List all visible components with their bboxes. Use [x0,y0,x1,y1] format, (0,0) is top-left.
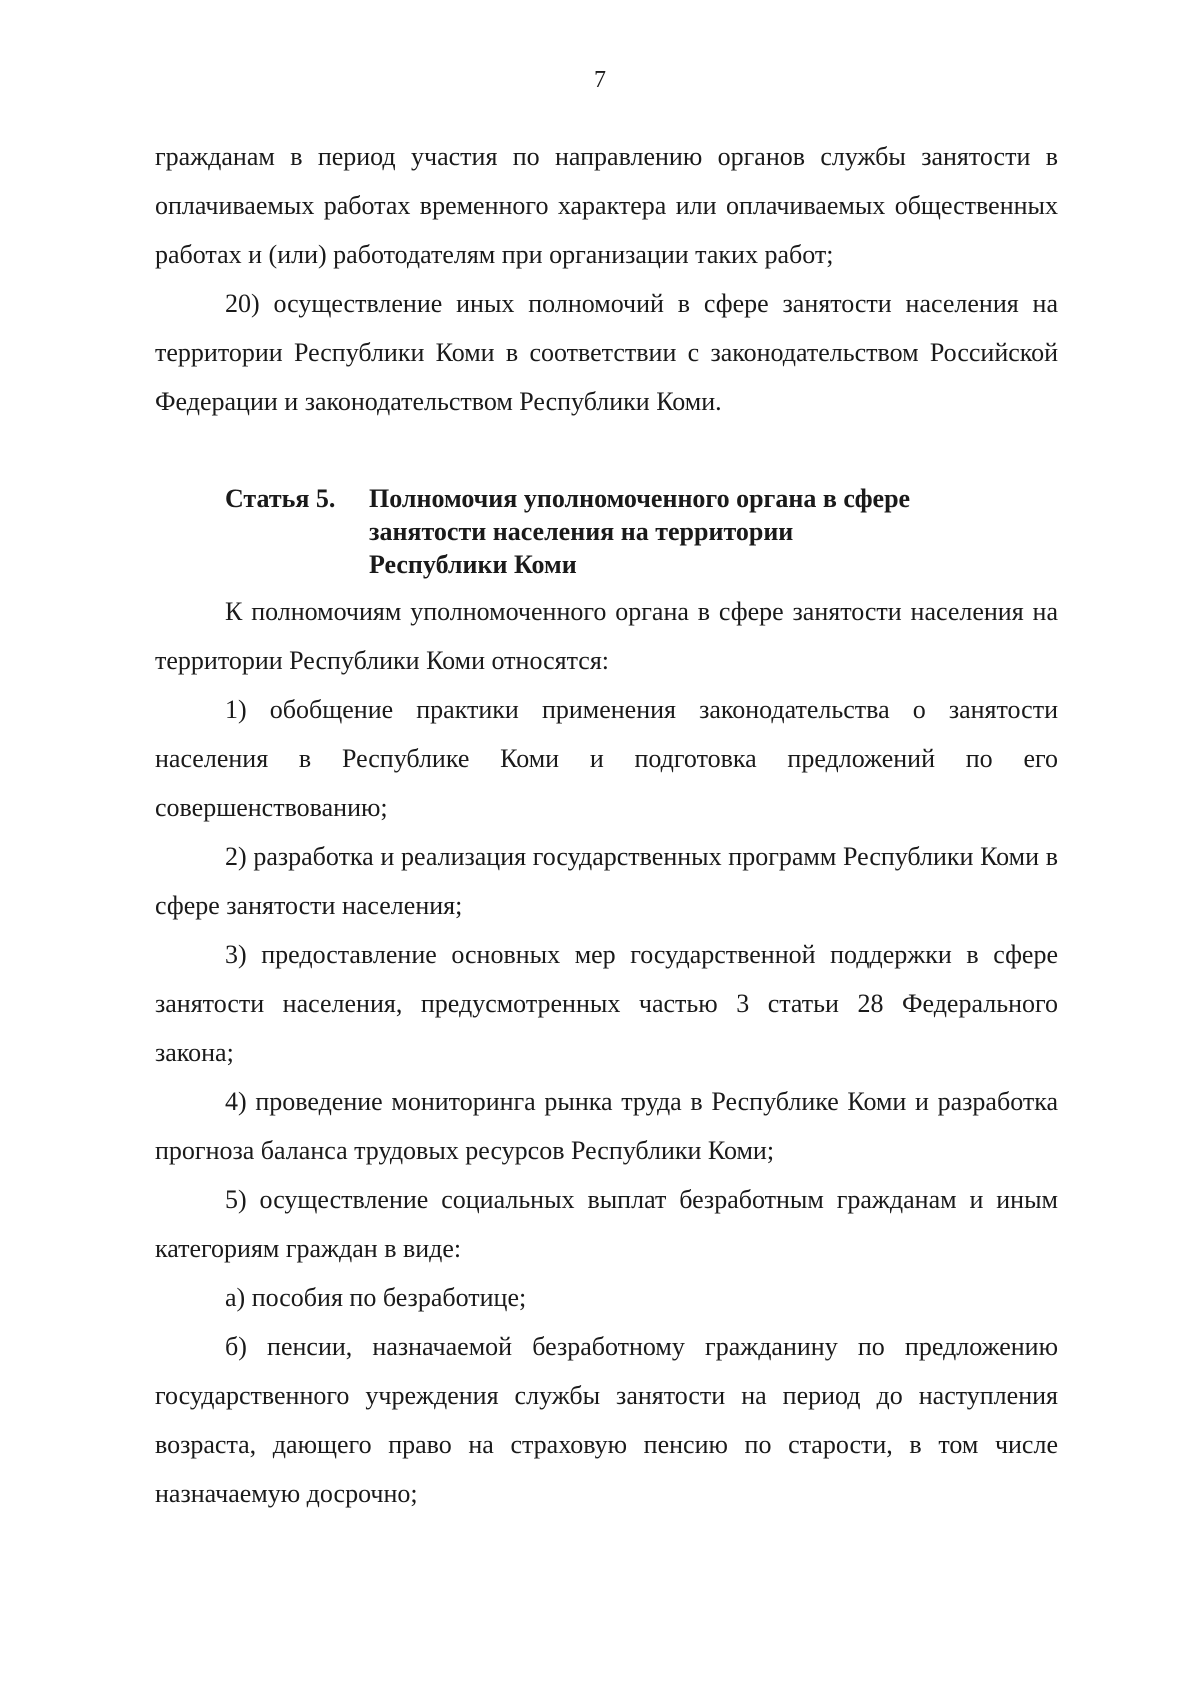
paragraph-subitem-a: а) пособия по безработице; [225,1283,527,1312]
paragraph-item-1: 1) обобщение практики применения законодательства о занятости населения в Республике Коми и подготовка предложений по его совершенствованию; [155,695,1058,822]
paragraph-item-5: 5) осуществление социальных выплат безработным гражданам и иным категориям граждан в виде: [155,1185,1058,1263]
article-title: Полномочия уполномоченного органа в сфере занятости населения на территории Республики Коми [369,484,911,579]
paragraph-item-3: 3) предоставление основных мер государственной поддержки в сфере занятости населения, предусмотренных частью 3 статьи 28 Федерального закона; [155,940,1058,1067]
paragraph-item-20: 20) осуществление иных полномочий в сфере занятости населения на территории Республики Коми в соответствии с законодательством Российской Федерации и законодательством Республики Коми. [155,289,1058,416]
article-heading [155,482,1058,581]
article-label: Статья 5. [225,484,336,513]
paragraph-subitem-b: б) пенсии, назначаемой безработному гражданину по предложению государственного учреждения службы занятости на период до наступления возраста, дающего право на страховую пенсию по старости, в том числе назначаемую досрочно; [155,1332,1058,1508]
paragraph-item-2: 2) разработка и реализация государственных программ Республики Коми в сфере занятости населения; [155,842,1058,920]
paragraph-article-intro: К полномочиям уполномоченного органа в сфере занятости населения на территории Республики Коми относятся: [155,597,1058,675]
page-number: 7 [594,67,606,93]
document-body [155,132,1058,1518]
paragraph-continuation: гражданам в период участия по направлению органов службы занятости в оплачиваемых работах временного характера или оплачиваемых общественных работах и (или) работодателям при организации таких работ; [155,142,1058,269]
paragraph-item-4: 4) проведение мониторинга рынка труда в Республике Коми и разработка прогноза баланса трудовых ресурсов Республики Коми; [155,1087,1058,1165]
